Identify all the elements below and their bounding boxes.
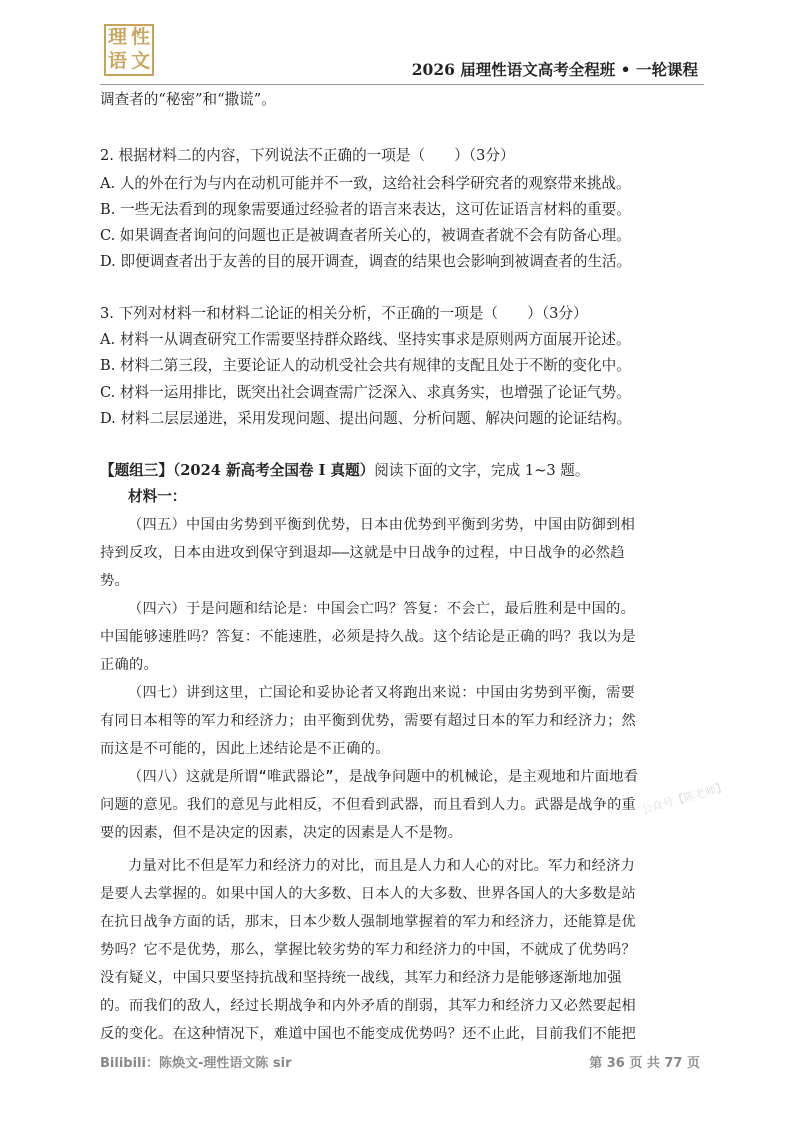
passage-line: 力量对比不但是军力和经济力的对比，而且是人力和人心的对比。军力和经济力 xyxy=(128,858,636,874)
header-divider xyxy=(100,84,704,85)
option-2d: D. 即便调查者出于友善的目的展开调查，调查的结果也会影响到被调查者的生活。 xyxy=(100,253,632,270)
passage-line: 正确的。 xyxy=(100,657,158,673)
logo-char: 理 xyxy=(107,26,127,48)
text-line: 调查者的“秘密”和“撒谎”。 xyxy=(100,91,276,108)
passage-line: 而这是不可能的，因此上述结论是不正确的。 xyxy=(100,741,390,757)
option-2c: C. 如果调查者询问的问题也正是被调查者所关心的，被调查者就不会有防备心理。 xyxy=(100,227,631,244)
material-label: 材料一： xyxy=(128,488,187,505)
passage-line: 反的变化。在这种情况下，难道中国也不能变成优势吗？还不止此，目前我们不能把 xyxy=(100,1026,637,1042)
logo-char: 性 xyxy=(130,26,150,48)
passage-line: 的。而我们的敌人，经过长期战争和内外矛盾的削弱，其军力和经济力又必然要起相 xyxy=(100,998,637,1014)
option-3d: D. 材料二层层递进，采用发现问题、提出问题、分析问题、解决问题的论证结构。 xyxy=(100,410,632,427)
passage-line: 中国能够速胜吗？答复：不能速胜，必须是持久战。这个结论是正确的吗？我以为是 xyxy=(100,629,637,645)
passage-line: （四八）这就是所谓“唯武器论”，是战争问题中的机械论，是主观地和片面地看 xyxy=(128,769,639,785)
option-3c: C. 材料一运用排比，既突出社会调查需广泛深入、求真务实，也增强了论证气势。 xyxy=(100,384,631,401)
group-instruction: 阅读下面的文字，完成 1~3 题。 xyxy=(374,462,590,479)
passage-line: （四七）讲到这里，亡国论和妥协论者又将跑出来说：中国由劣势到平衡，需要 xyxy=(128,685,636,701)
watermark: 公众号【陈老师】 xyxy=(640,780,729,817)
group-tag: 【题组三】（2024 新高考全国卷 I 真题） xyxy=(100,462,375,479)
passage-line: 有同日本相等的军力和经济力；由平衡到优势，需要有超过日本的军力和经济力；然 xyxy=(100,713,637,729)
logo xyxy=(104,24,154,76)
footer-source: Bilibili：陈焕文-理性语文陈 sir xyxy=(100,1056,292,1071)
passage-line: 势。 xyxy=(100,573,129,589)
group-heading xyxy=(100,461,590,481)
passage-line: 没有疑义，中国只要坚持抗战和坚持统一战线，其军力和经济力是能够逐渐地加强 xyxy=(100,970,622,986)
passage-line: 是要人去掌握的。如果中国人的大多数、日本人的大多数、世界各国人的大多数是站 xyxy=(100,886,637,902)
passage-line: （四五）中国由劣势到平衡到优势，日本由优势到平衡到劣势，中国由防御到相 xyxy=(128,517,636,533)
page-number: 第 36 页 共 77 页 xyxy=(589,1056,700,1071)
header-title: 2026 届理性语文高考全程班 • 一轮课程 xyxy=(411,60,698,79)
passage-line: 在抗日战争方面的话，那末，日本少数人强制地掌握着的军力和经济力，还能算是优 xyxy=(100,914,637,930)
option-2b: B. 一些无法看到的现象需要通过经验者的语言来表达，这可佐证语言材料的重要。 xyxy=(100,201,631,218)
option-2a: A. 人的外在行为与内在动机可能并不一致，这给社会科学研究者的观察带来挑战。 xyxy=(100,175,631,192)
option-3a: A. 材料一从调查研究工作需要坚持群众路线、坚持实事求是原则两方面展开论述。 xyxy=(100,331,631,348)
option-3b: B. 材料二第三段，主要论证人的动机受社会共有规律的支配且处于不断的变化中。 xyxy=(100,357,631,374)
passage-line: 要的因素，但不是决定的因素，决定的因素是人不是物。 xyxy=(100,825,463,841)
passage-line: 势吗？它不是优势，那么，掌握比较劣势的军力和经济力的中国，不就成了优势吗？ xyxy=(100,942,637,958)
passage-line: 问题的意见。我们的意见与此相反，不但看到武器，而且看到人力。武器是战争的重 xyxy=(100,797,637,813)
logo-char: 语 xyxy=(107,50,127,72)
question-3: 3. 下列对材料一和材料二论证的相关分析，不正确的一项是（ ）（3分） xyxy=(100,305,588,322)
passage-line: 持到反攻，日本由进攻到保守到退却——这就是中日战争的过程，中日战争的必然趋 xyxy=(100,545,625,561)
question-2: 2. 根据材料二的内容，下列说法不正确的一项是（ ）（3分） xyxy=(100,147,515,164)
logo-char: 文 xyxy=(130,50,150,72)
passage-line: （四六）于是问题和结论是：中国会亡吗？答复：不会亡，最后胜利是中国的。 xyxy=(128,601,636,617)
